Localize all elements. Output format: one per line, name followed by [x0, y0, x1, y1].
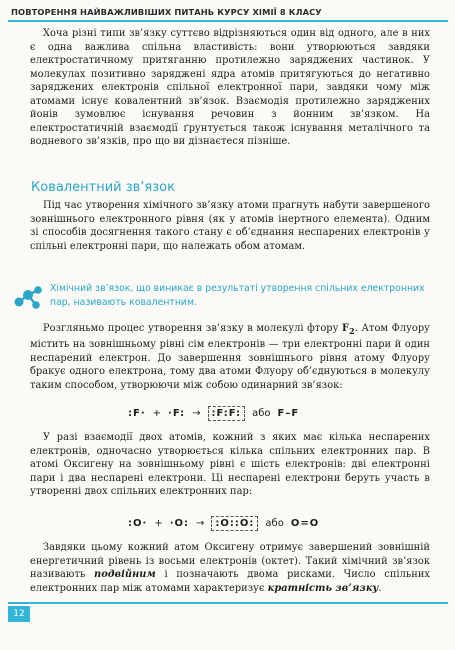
covalent-block: [30, 199, 430, 253]
final-text-3: .: [378, 582, 382, 594]
fluorine-paragraph: [30, 322, 430, 392]
final-text-1: Завдяки цьому кожний атом Оксигену отримує завершений зовнішній енергетичний рівень із восьми електронів (октет). Такий хімічний зв’язок називають: [30, 542, 430, 580]
fluorine-text-start: Розгляньмо процес утворення зв’язку в молекулі фтору: [43, 323, 343, 334]
formula-f2: [342, 323, 355, 334]
section-title: Ковалентний зв’язок: [31, 180, 175, 195]
or-label: або: [252, 408, 271, 419]
page-number: 12: [8, 606, 30, 622]
arrow-icon: →: [192, 408, 201, 419]
page-header: [8, 4, 448, 22]
intro-paragraph: Хоча різні типи зв’язку суттєво відрізняються один від одного, але в них є одна важлива спільна властивість: вони утворюються завдяки електростатичному притяганню протилежно заряджених частинок. У молекулах позитивно заряджені ядра атомів притягуються до негативно заряджених електронів спільної електронної пари, завдяки чому між атомами існує ковалентний зв’язок. Взаємодія протилежно заряджених йонів зумовлює існування речовин з йонним зв’язком. На електростатичній взаємодії ґрунтується також існування металічного та водневого зв’язків, про що ви дізнаєтеся пізніше.: [30, 28, 430, 147]
final-paragraph: [30, 541, 430, 595]
header-title: ПОВТОРЕННЯ НАЙВАЖЛИВІШИХ ПИТАНЬ КУРСУ ХІМІЇ 8 КЛАСУ: [11, 7, 322, 17]
final-text-2: і позначають двома рисками. Число спільних електронних пар між атомами характеризує: [30, 569, 430, 594]
final-block: [30, 541, 430, 595]
f-atom-1: :F·: [128, 408, 146, 419]
arrow-icon: →: [196, 518, 205, 529]
f-atom-2: ·F:: [168, 408, 186, 419]
definition-text: Хімічний зв’язок, що виникає в результаті утворення спільних електронних пар, називають ковалентним.: [50, 283, 425, 308]
f2-structural: F–F: [277, 408, 300, 419]
definition-box: [12, 282, 432, 314]
formula-f2-sub: 2: [349, 325, 355, 336]
fluorine-text-end: . Атом Флуору містить на зовнішньому рівні сім електронів — три електронні пари й один неспарений електрон. До завершення зовнішнього рівня атому Флуору бракує одного електрона, тому два атоми Флуору об’єднуються в молекулу таким способом, утворюючи між собою одинарний зв’язок:: [30, 323, 430, 391]
plus-sign: +: [154, 518, 163, 529]
plus-sign: +: [152, 408, 162, 419]
term-multiplicity: кратність зв’язку: [267, 582, 379, 594]
oxygen-paragraph: У разі взаємодії двох атомів, кожний з яких має кілька неспарених електронів, одночасно утворюється кілька спільних електронних пар. В атомі Оксигену на зовнішньому рівні є шість електронів: дві електронні пари і два неспарені електрони. Ці неспарені електрони беруть участь в утворенні двох спільних електронних пар:: [30, 432, 430, 497]
equation-o2: [128, 516, 319, 531]
covalent-paragraph: Під час утворення хімічного зв’язку атоми прагнуть набути завершеного зовнішнього електронного рівня (як у атомів інертного елемента). Одним зі способів досягнення такого стану є об’єднання неспарених електронів у спільні електронні пари, що належать обом атомам.: [30, 200, 430, 252]
or-label: або: [265, 518, 284, 529]
term-double: подвійним: [94, 569, 156, 580]
o-atom-1: :O·: [128, 518, 148, 529]
o2-structural: O=O: [290, 518, 320, 529]
molecule-icon: [12, 284, 44, 310]
intro-block: [30, 27, 430, 149]
f2-molecule: :F:F:: [208, 406, 246, 421]
o2-molecule: :O::O:: [211, 516, 258, 531]
page-footer: [8, 602, 448, 624]
equation-f2: [128, 406, 299, 421]
fluorine-block: [30, 322, 430, 392]
formula-f2-main: F: [342, 323, 350, 334]
o-atom-2: ·O:: [169, 518, 190, 529]
oxygen-block: [30, 431, 430, 499]
